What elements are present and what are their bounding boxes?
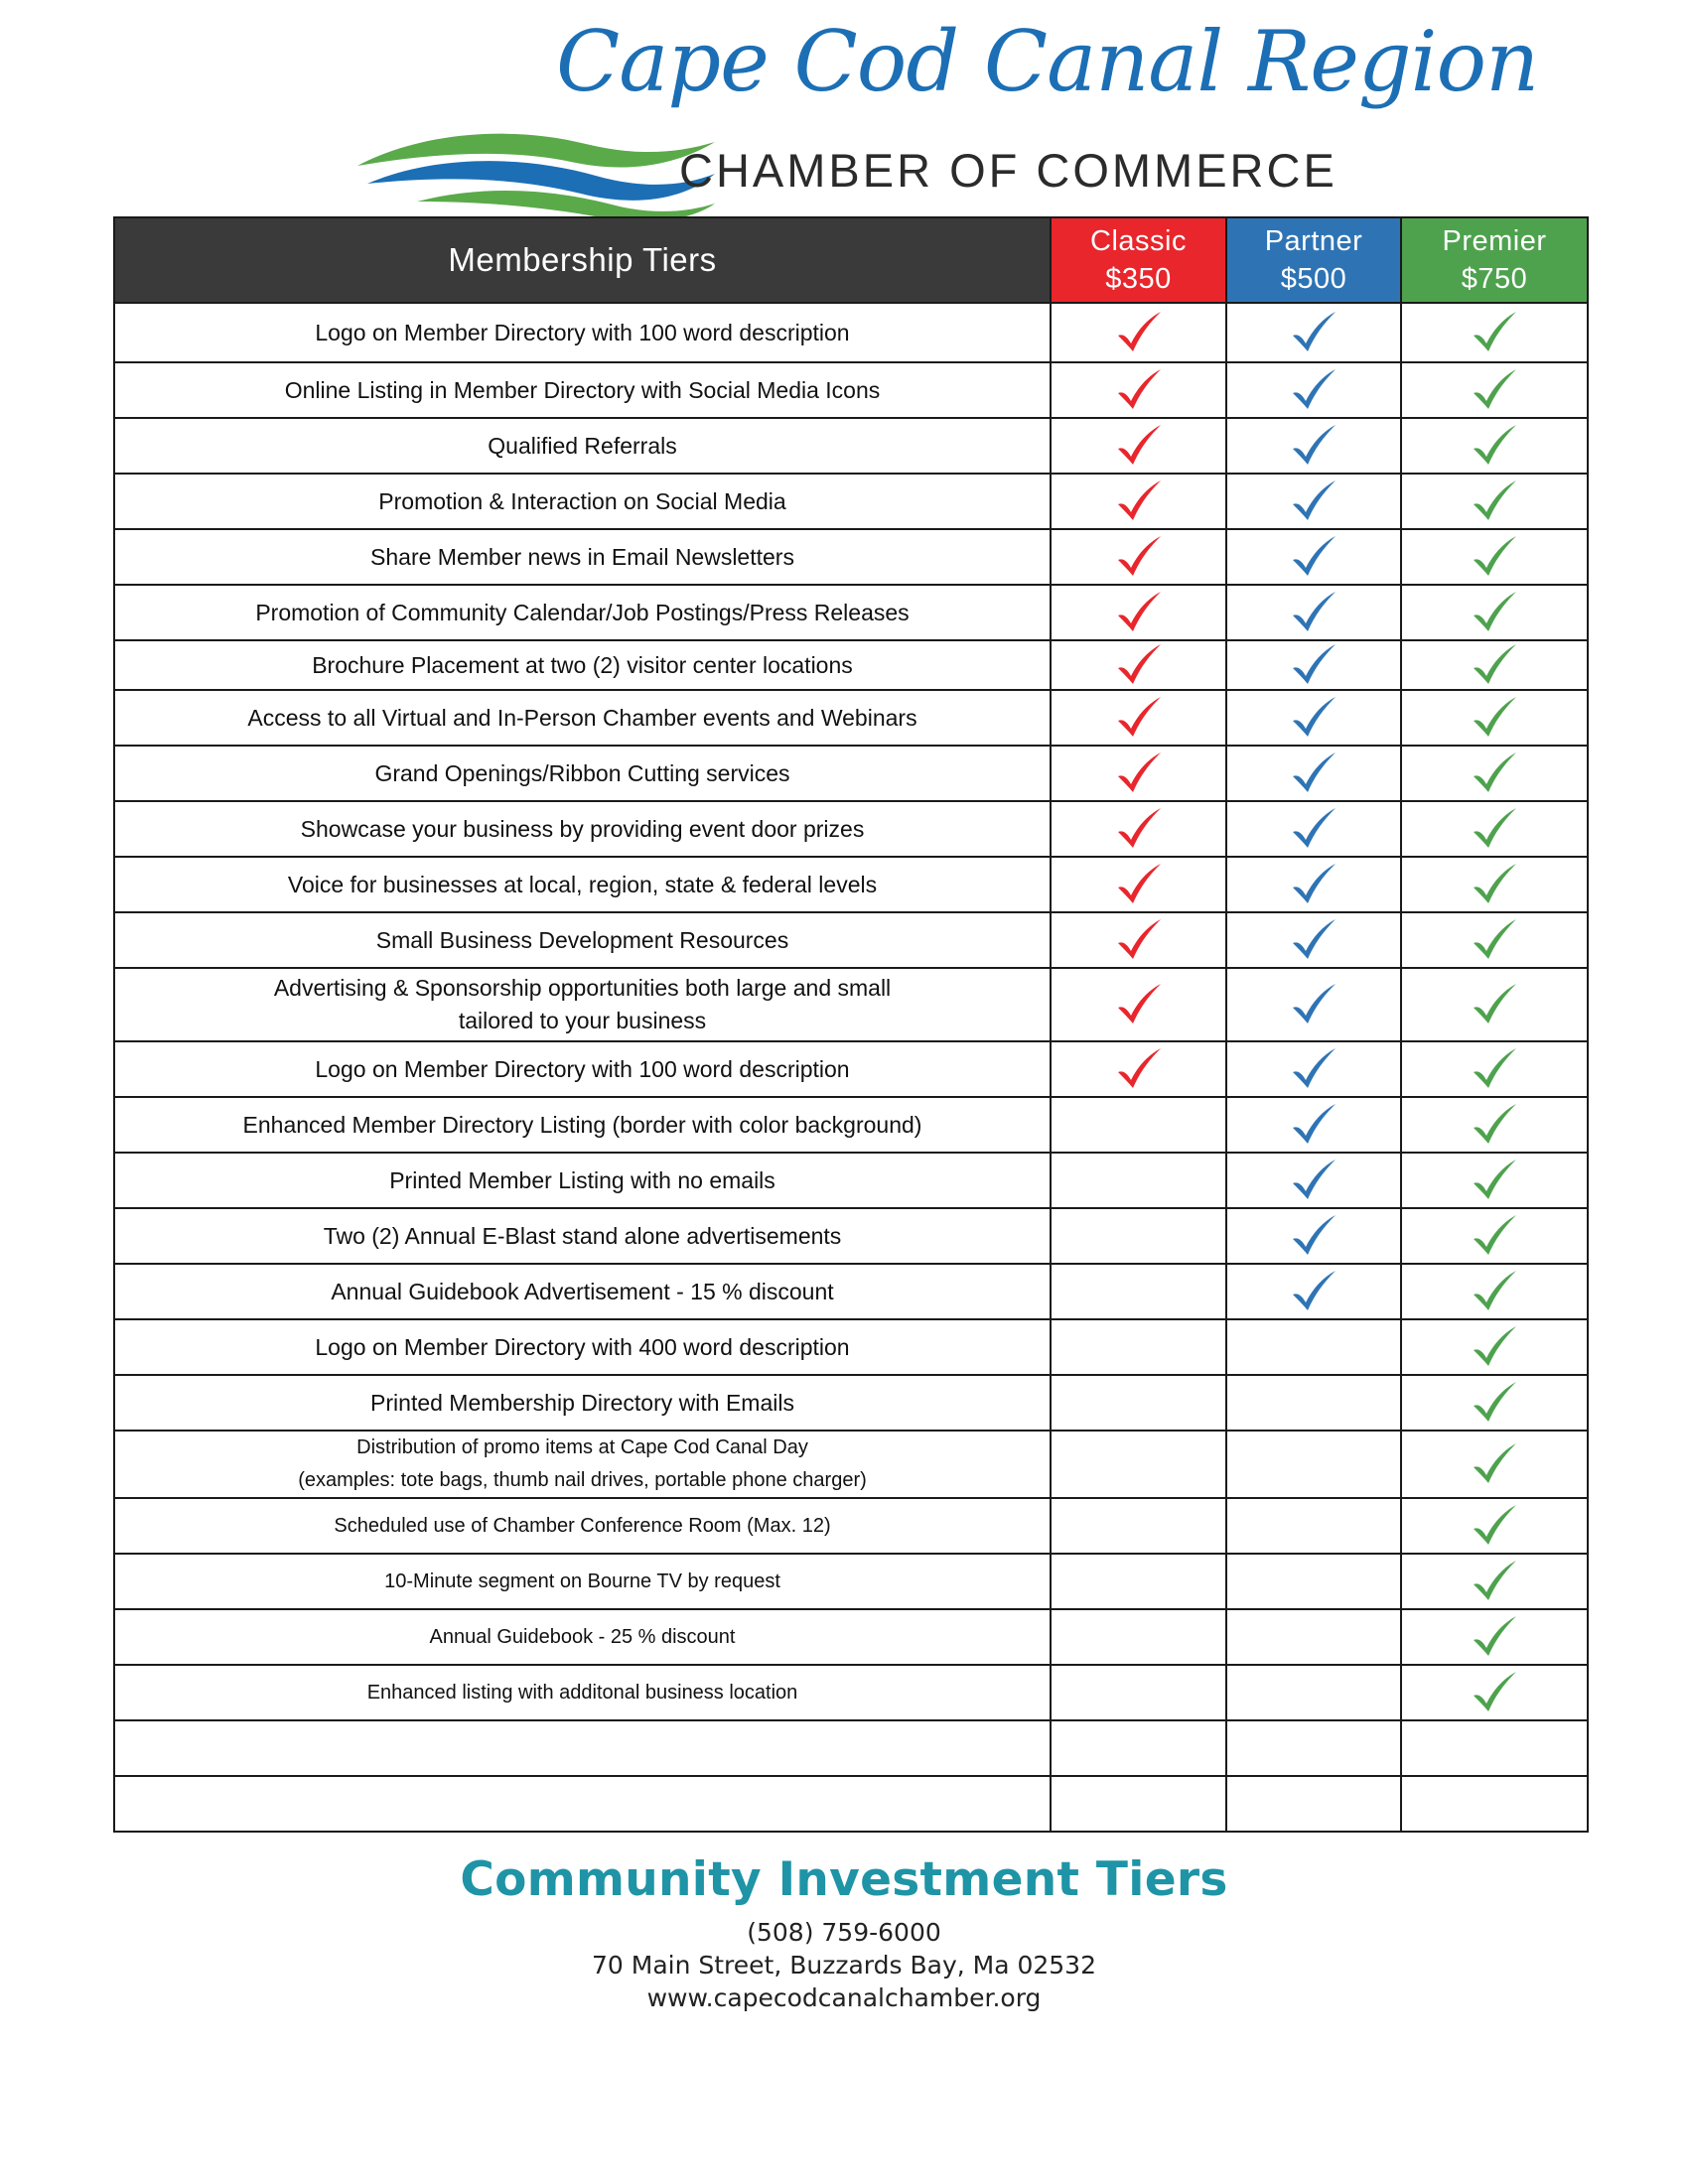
checkmark-icon — [1289, 806, 1338, 852]
tier-cell-partner — [1226, 474, 1401, 529]
feature-cell — [114, 690, 1051, 746]
feature-cell — [114, 474, 1051, 529]
tier-cell-premier — [1401, 1431, 1588, 1498]
tier-cell-premier — [1401, 303, 1588, 362]
checkmark-icon — [1470, 1324, 1519, 1370]
tier-cell-premier — [1401, 529, 1588, 585]
tier-cell-premier — [1401, 1554, 1588, 1609]
feature-label: Printed Member Listing with no emails — [389, 1166, 775, 1193]
checkmark-icon — [1289, 917, 1338, 963]
feature-cell — [114, 857, 1051, 912]
table-row — [114, 912, 1588, 968]
tier-name: Partner — [1264, 225, 1363, 257]
checkmark-icon — [1289, 534, 1338, 580]
tier-cell-classic — [1051, 640, 1226, 690]
tier-price: $750 — [1461, 263, 1528, 295]
tier-name: Premier — [1442, 225, 1547, 257]
checkmark-icon — [1289, 982, 1338, 1027]
tier-cell-classic — [1051, 690, 1226, 746]
footer-title: Community Investment Tiers — [460, 1852, 1228, 1907]
feature-label: Small Business Development Resources — [375, 926, 789, 953]
tier-cell-classic — [1051, 1041, 1226, 1097]
feature-cell — [114, 1554, 1051, 1609]
tier-cell-partner — [1226, 1319, 1401, 1375]
header-tier-partner — [1226, 217, 1401, 303]
table-row — [114, 1097, 1588, 1153]
table-row — [114, 857, 1588, 912]
checkmark-icon — [1470, 367, 1519, 413]
feature-label: Logo on Member Directory with 100 word description — [315, 1055, 850, 1082]
tier-cell-premier — [1401, 1319, 1588, 1375]
checkmark-icon — [1470, 1559, 1519, 1604]
tier-cell-premier — [1401, 1375, 1588, 1431]
tier-cell-classic — [1051, 1665, 1226, 1720]
feature-cell — [114, 1319, 1051, 1375]
table-row — [114, 1375, 1588, 1431]
footer-address: 70 Main Street, Buzzards Bay, Ma 02532 — [591, 1951, 1096, 1979]
table-row — [114, 801, 1588, 857]
feature-label: Printed Membership Directory with Emails — [370, 1389, 794, 1416]
tier-cell-premier — [1401, 1776, 1588, 1832]
checkmark-icon — [1114, 1046, 1164, 1092]
checkmark-icon — [1289, 423, 1338, 469]
feature-cell — [114, 968, 1051, 1041]
feature-cell — [114, 1153, 1051, 1208]
tier-cell-classic — [1051, 585, 1226, 640]
tier-cell-partner — [1226, 1041, 1401, 1097]
feature-label: Promotion of Community Calendar/Job Postings/Press Releases — [255, 599, 910, 625]
checkmark-icon — [1114, 423, 1164, 469]
tier-cell-classic — [1051, 746, 1226, 801]
table-row — [114, 1665, 1588, 1720]
tier-cell-classic — [1051, 1319, 1226, 1375]
feature-cell — [114, 529, 1051, 585]
checkmark-icon — [1470, 590, 1519, 635]
checkmark-icon — [1470, 534, 1519, 580]
checkmark-icon — [1289, 751, 1338, 796]
feature-cell — [114, 1498, 1051, 1554]
header-membership-tiers: Membership Tiers — [114, 217, 1051, 303]
tier-price: $500 — [1280, 263, 1347, 295]
tier-cell-classic — [1051, 1264, 1226, 1319]
tier-cell-premier — [1401, 585, 1588, 640]
feature-cell — [114, 1720, 1051, 1776]
tier-cell-classic — [1051, 474, 1226, 529]
tier-cell-premier — [1401, 746, 1588, 801]
feature-cell — [114, 1097, 1051, 1153]
checkmark-icon — [1470, 310, 1519, 355]
tier-cell-premier — [1401, 1097, 1588, 1153]
tier-cell-premier — [1401, 640, 1588, 690]
table-row — [114, 585, 1588, 640]
tier-cell-premier — [1401, 362, 1588, 418]
checkmark-icon — [1470, 982, 1519, 1027]
feature-cell — [114, 362, 1051, 418]
checkmark-icon — [1470, 1269, 1519, 1314]
tier-cell-classic — [1051, 912, 1226, 968]
tier-cell-premier — [1401, 1041, 1588, 1097]
tier-cell-partner — [1226, 968, 1401, 1041]
tier-cell-partner — [1226, 801, 1401, 857]
table-row — [114, 640, 1588, 690]
table-row — [114, 418, 1588, 474]
checkmark-icon — [1289, 1269, 1338, 1314]
feature-cell — [114, 418, 1051, 474]
tier-cell-partner — [1226, 1776, 1401, 1832]
checkmark-icon — [1289, 642, 1338, 688]
feature-cell — [114, 1609, 1051, 1665]
checkmark-icon — [1114, 310, 1164, 355]
checkmark-icon — [1470, 862, 1519, 907]
tier-price: $350 — [1105, 263, 1172, 295]
footer-phone: (508) 759-6000 — [747, 1918, 941, 1947]
tier-cell-classic — [1051, 1153, 1226, 1208]
tier-cell-classic — [1051, 1609, 1226, 1665]
tier-cell-partner — [1226, 303, 1401, 362]
table-row — [114, 1041, 1588, 1097]
tier-cell-partner — [1226, 1153, 1401, 1208]
tier-cell-partner — [1226, 1498, 1401, 1554]
tier-cell-classic — [1051, 1208, 1226, 1264]
tier-cell-partner — [1226, 1554, 1401, 1609]
table-row — [114, 1498, 1588, 1554]
table-row — [114, 746, 1588, 801]
tier-cell-partner — [1226, 1665, 1401, 1720]
feature-label: Promotion & Interaction on Social Media — [378, 487, 786, 514]
checkmark-icon — [1470, 1441, 1519, 1487]
tier-cell-premier — [1401, 418, 1588, 474]
checkmark-icon — [1289, 1158, 1338, 1203]
tier-cell-classic — [1051, 1720, 1226, 1776]
header-tier-premier — [1401, 217, 1588, 303]
table-row — [114, 690, 1588, 746]
feature-label-line2: tailored to your business — [458, 1008, 707, 1033]
tier-cell-partner — [1226, 912, 1401, 968]
table-row — [114, 1554, 1588, 1609]
table-row — [114, 529, 1588, 585]
checkmark-icon — [1470, 423, 1519, 469]
tier-cell-classic — [1051, 1097, 1226, 1153]
feature-cell — [114, 640, 1051, 690]
tier-cell-partner — [1226, 418, 1401, 474]
tier-cell-partner — [1226, 1720, 1401, 1776]
tier-cell-classic — [1051, 1498, 1226, 1554]
tier-cell-classic — [1051, 303, 1226, 362]
feature-label: Grand Openings/Ribbon Cutting services — [374, 759, 790, 786]
feature-cell — [114, 1431, 1051, 1498]
table-row — [114, 1431, 1588, 1498]
feature-cell — [114, 1208, 1051, 1264]
tier-cell-classic — [1051, 529, 1226, 585]
feature-cell — [114, 746, 1051, 801]
checkmark-icon — [1470, 1503, 1519, 1549]
logo-subtitle: CHAMBER OF COMMERCE — [679, 144, 1337, 197]
tier-cell-partner — [1226, 746, 1401, 801]
tier-cell-partner — [1226, 857, 1401, 912]
tier-cell-classic — [1051, 1431, 1226, 1498]
feature-label: Voice for businesses at local, region, state & federal levels — [287, 871, 878, 897]
feature-label: Distribution of promo items at Cape Cod Canal Day — [356, 1436, 808, 1458]
tier-cell-premier — [1401, 1498, 1588, 1554]
tier-cell-classic — [1051, 1554, 1226, 1609]
tier-cell-premier — [1401, 1609, 1588, 1665]
checkmark-icon — [1114, 478, 1164, 524]
header-tier-classic — [1051, 217, 1226, 303]
tier-cell-premier — [1401, 857, 1588, 912]
feature-cell — [114, 912, 1051, 968]
checkmark-icon — [1289, 478, 1338, 524]
footer-website: www.capecodcanalchamber.org — [646, 1983, 1042, 2012]
tier-cell-partner — [1226, 1097, 1401, 1153]
checkmark-icon — [1470, 642, 1519, 688]
checkmark-icon — [1289, 1213, 1338, 1259]
tier-cell-premier — [1401, 1153, 1588, 1208]
tier-cell-partner — [1226, 585, 1401, 640]
checkmark-icon — [1470, 1158, 1519, 1203]
tier-name: Classic — [1090, 225, 1187, 257]
feature-cell — [114, 1665, 1051, 1720]
checkmark-icon — [1470, 1614, 1519, 1660]
checkmark-icon — [1470, 1670, 1519, 1715]
checkmark-icon — [1470, 806, 1519, 852]
feature-label: Share Member news in Email Newsletters — [370, 543, 794, 570]
feature-label: Two (2) Annual E-Blast stand alone advertisements — [323, 1222, 842, 1249]
feature-label: Enhanced listing with additonal business location — [366, 1682, 798, 1704]
tier-cell-partner — [1226, 1208, 1401, 1264]
feature-cell — [114, 1041, 1051, 1097]
feature-cell — [114, 1375, 1051, 1431]
table-row — [114, 1208, 1588, 1264]
feature-label: Enhanced Member Directory Listing (border with color background) — [242, 1111, 922, 1138]
table-row — [114, 1319, 1588, 1375]
checkmark-icon — [1470, 1102, 1519, 1148]
tier-cell-partner — [1226, 1264, 1401, 1319]
table-row — [114, 1609, 1588, 1665]
feature-cell — [114, 1264, 1051, 1319]
table-row — [114, 362, 1588, 418]
tier-cell-premier — [1401, 801, 1588, 857]
tier-cell-partner — [1226, 362, 1401, 418]
feature-cell — [114, 1776, 1051, 1832]
checkmark-icon — [1289, 695, 1338, 741]
checkmark-icon — [1114, 534, 1164, 580]
feature-label: Logo on Member Directory with 100 word description — [315, 319, 850, 345]
logo-waves-icon — [357, 114, 715, 223]
logo-script-text: Cape Cod Canal Region — [556, 13, 1539, 110]
table-row — [114, 474, 1588, 529]
tier-cell-partner — [1226, 640, 1401, 690]
feature-label: Showcase your business by providing event door prizes — [300, 815, 865, 842]
checkmark-icon — [1114, 367, 1164, 413]
feature-label: Qualified Referrals — [488, 432, 677, 459]
feature-cell — [114, 585, 1051, 640]
checkmark-icon — [1114, 642, 1164, 688]
checkmark-icon — [1470, 695, 1519, 741]
feature-label: 10-Minute segment on Bourne TV by request — [384, 1570, 780, 1592]
checkmark-icon — [1470, 751, 1519, 796]
tier-cell-classic — [1051, 1375, 1226, 1431]
table-header-row — [114, 217, 1588, 303]
tier-cell-classic — [1051, 857, 1226, 912]
table-row — [114, 1153, 1588, 1208]
feature-label: Advertising & Sponsorship opportunities both large and small — [273, 975, 892, 1001]
feature-label: Logo on Member Directory with 400 word description — [315, 1333, 850, 1360]
tier-cell-classic — [1051, 362, 1226, 418]
checkmark-icon — [1289, 590, 1338, 635]
table-row — [114, 303, 1588, 362]
feature-cell — [114, 801, 1051, 857]
checkmark-icon — [1289, 1046, 1338, 1092]
feature-label: Access to all Virtual and In-Person Chamber events and Webinars — [247, 704, 917, 731]
tier-cell-premier — [1401, 1720, 1588, 1776]
checkmark-icon — [1114, 862, 1164, 907]
tier-cell-partner — [1226, 690, 1401, 746]
tier-cell-premier — [1401, 968, 1588, 1041]
tier-cell-partner — [1226, 1609, 1401, 1665]
checkmark-icon — [1114, 982, 1164, 1027]
checkmark-icon — [1289, 1102, 1338, 1148]
tier-cell-premier — [1401, 690, 1588, 746]
tier-cell-classic — [1051, 418, 1226, 474]
feature-label: Scheduled use of Chamber Conference Room (Max. 12) — [334, 1515, 831, 1537]
tier-cell-classic — [1051, 1776, 1226, 1832]
feature-label: Annual Guidebook Advertisement - 15 % discount — [331, 1278, 834, 1304]
checkmark-icon — [1114, 695, 1164, 741]
tier-cell-partner — [1226, 1375, 1401, 1431]
tier-cell-partner — [1226, 1431, 1401, 1498]
tier-cell-premier — [1401, 1665, 1588, 1720]
checkmark-icon — [1289, 862, 1338, 907]
table-row — [114, 968, 1588, 1041]
checkmark-icon — [1470, 917, 1519, 963]
checkmark-icon — [1114, 751, 1164, 796]
tier-cell-premier — [1401, 912, 1588, 968]
feature-label: Annual Guidebook - 25 % discount — [429, 1626, 736, 1648]
checkmark-icon — [1114, 917, 1164, 963]
table-row — [114, 1776, 1588, 1832]
table-row — [114, 1720, 1588, 1776]
feature-label: Online Listing in Member Directory with Social Media Icons — [284, 376, 881, 403]
checkmark-icon — [1114, 590, 1164, 635]
tier-cell-classic — [1051, 801, 1226, 857]
chamber-logo — [357, 13, 1539, 199]
tier-cell-classic — [1051, 968, 1226, 1041]
checkmark-icon — [1289, 367, 1338, 413]
checkmark-icon — [1289, 310, 1338, 355]
tier-cell-premier — [1401, 474, 1588, 529]
checkmark-icon — [1114, 806, 1164, 852]
tier-cell-premier — [1401, 1264, 1588, 1319]
membership-tiers-table — [113, 216, 1589, 1833]
table-row — [114, 1264, 1588, 1319]
tier-cell-partner — [1226, 529, 1401, 585]
feature-cell — [114, 303, 1051, 362]
checkmark-icon — [1470, 478, 1519, 524]
table-body — [114, 303, 1588, 1832]
checkmark-icon — [1470, 1046, 1519, 1092]
feature-label: Brochure Placement at two (2) visitor center locations — [312, 651, 853, 678]
feature-label-line2: (examples: tote bags, thumb nail drives, portable phone charger) — [298, 1469, 867, 1491]
checkmark-icon — [1470, 1213, 1519, 1259]
checkmark-icon — [1470, 1380, 1519, 1426]
tier-cell-premier — [1401, 1208, 1588, 1264]
